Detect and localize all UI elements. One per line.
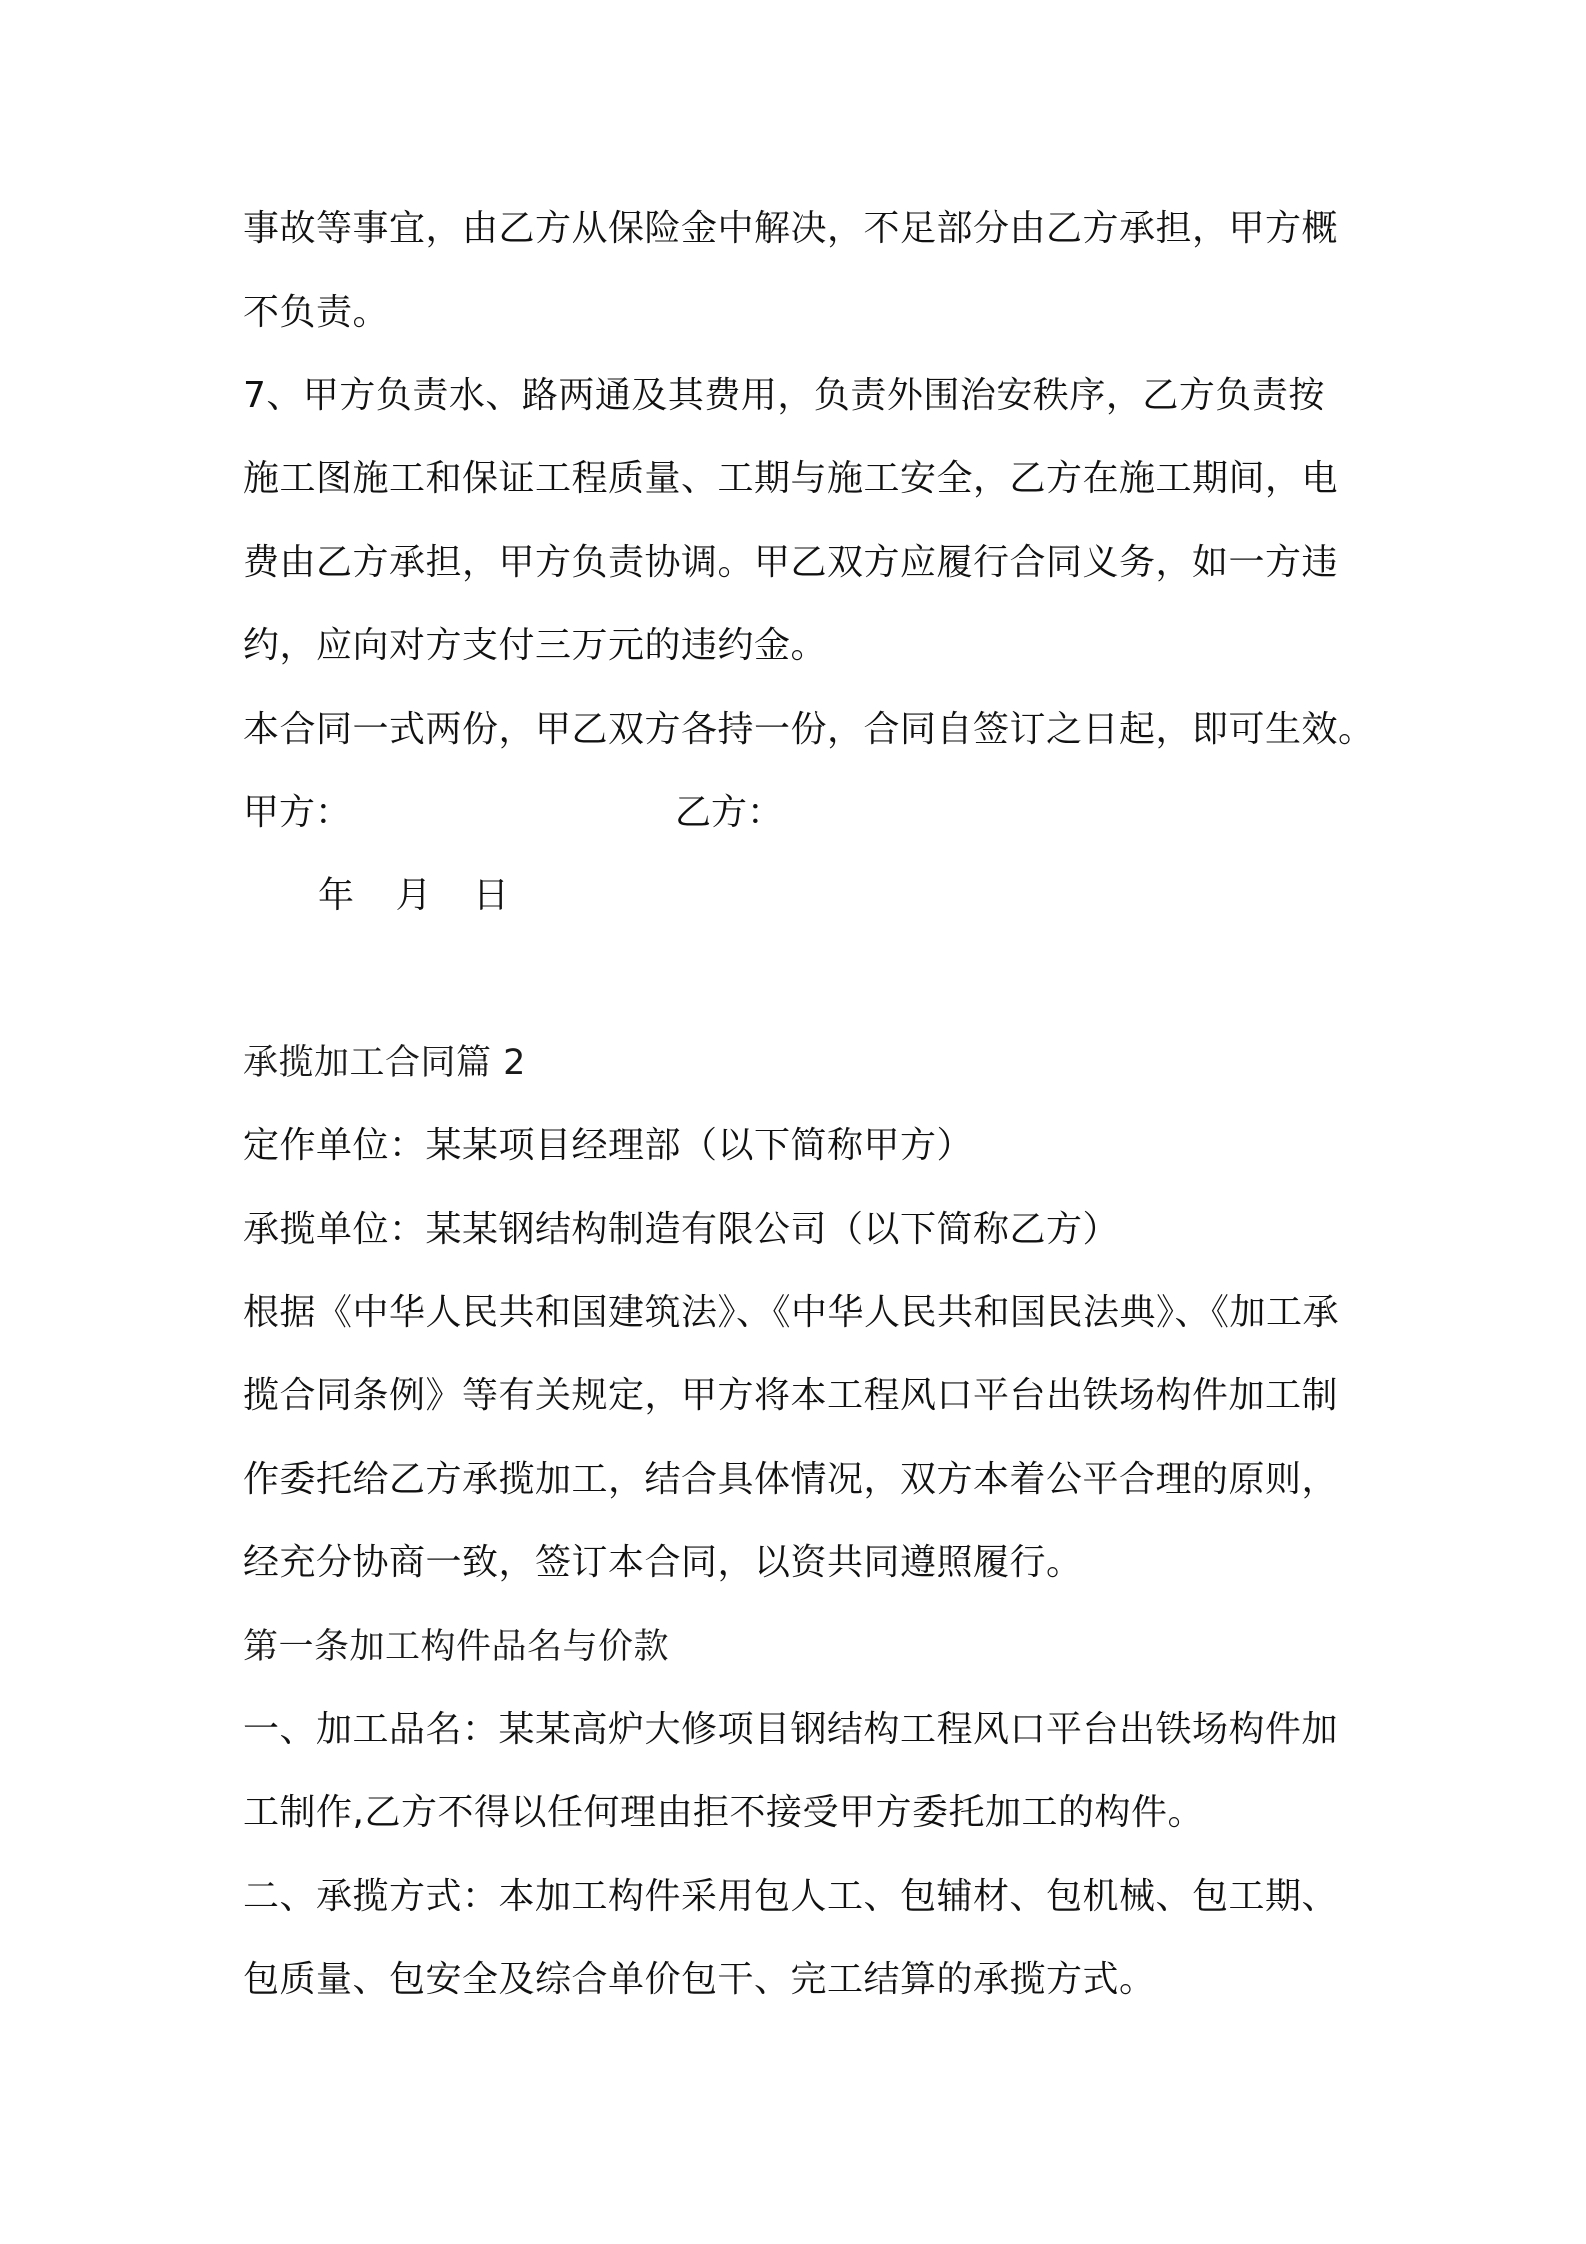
paragraph-line: 揽合同条例》等有关规定，甲方将本工程风口平台出铁场构件加工制 xyxy=(243,1375,1339,1416)
paragraph-line: 费由乙方承担，甲方负责协调。甲乙双方应履行合同义务，如一方违 xyxy=(243,542,1339,583)
signing-date xyxy=(318,866,539,926)
paragraph-line: 不负责。 xyxy=(243,292,390,333)
date-day-label: 日 xyxy=(472,875,509,916)
article-heading: 第一条加工构件品名与价款 xyxy=(243,1627,670,1667)
paragraph-line: 一、加工品名：某某高炉大修项目钢结构工程风口平台出铁场构件加 xyxy=(243,1709,1339,1750)
paragraph-line: 定作单位：某某项目经理部（以下简称甲方） xyxy=(243,1125,974,1166)
party-b-signature-label: 乙方： xyxy=(675,792,784,833)
date-year-label: 年 xyxy=(318,875,355,916)
section-title: 承揽加工合同篇 2 xyxy=(243,1043,526,1083)
paragraph-line: 事故等事宜，由乙方从保险金中解决，不足部分由乙方承担，甲方概 xyxy=(243,208,1339,249)
party-a-signature-label: 甲方： xyxy=(243,792,352,833)
paragraph-line: 包质量、包安全及综合单价包干、完工结算的承揽方式。 xyxy=(243,1959,1156,2000)
date-month-label: 月 xyxy=(395,875,432,916)
paragraph-line: 经充分协商一致，签订本合同，以资共同遵照履行。 xyxy=(243,1542,1083,1583)
paragraph-line: 二、承揽方式：本加工构件采用包人工、包辅材、包机械、包工期、 xyxy=(243,1876,1339,1917)
paragraph-line: 根据《中华人民共和国建筑法》、《中华人民共和国民法典》、《加工承 xyxy=(243,1292,1340,1333)
paragraph-line: 工制作,乙方不得以任何理由拒不接受甲方委托加工的构件。 xyxy=(243,1792,1204,1833)
paragraph-line: 承揽单位：某某钢结构制造有限公司（以下简称乙方） xyxy=(243,1209,1120,1250)
paragraph-line: 7、甲方负责水、路两通及其费用，负责外围治安秩序，乙方负责按 xyxy=(243,375,1325,416)
paragraph-line: 本合同一式两份，甲乙双方各持一份，合同自签订之日起，即可生效。 xyxy=(243,709,1375,750)
paragraph-line: 施工图施工和保证工程质量、工期与施工安全，乙方在施工期间，电 xyxy=(243,458,1339,499)
paragraph-line: 作委托给乙方承揽加工，结合具体情况，双方本着公平合理的原则， xyxy=(243,1459,1339,1500)
paragraph-line: 约，应向对方支付三万元的违约金。 xyxy=(243,625,828,666)
